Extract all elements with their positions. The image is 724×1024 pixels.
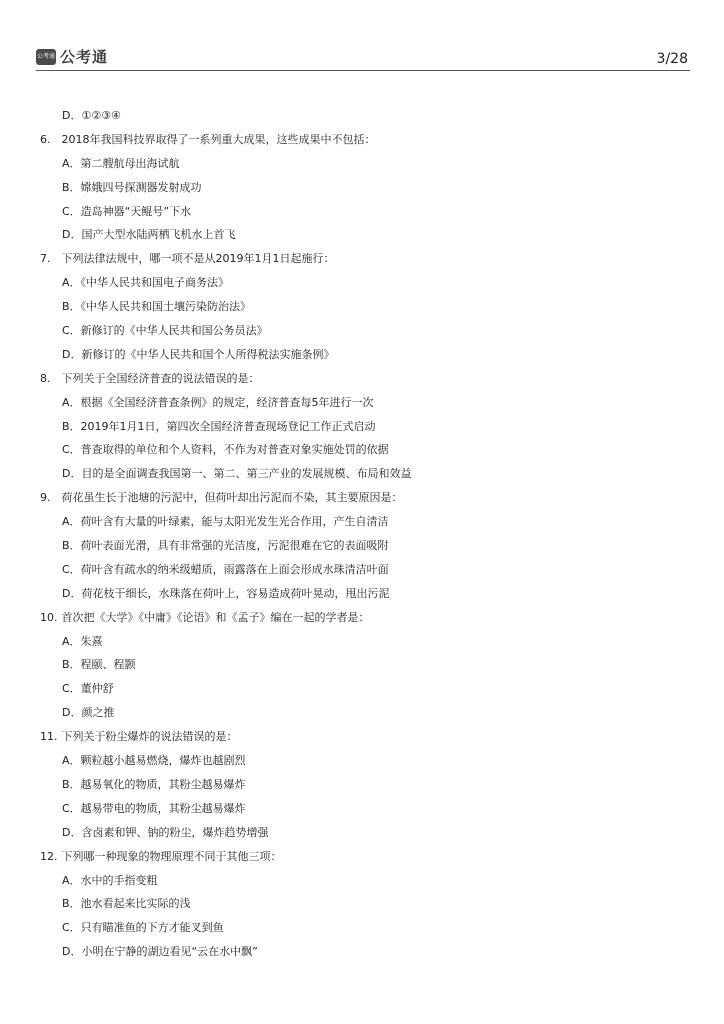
answer-option: B．2019年1月1日，第四次全国经济普查现场登记工作正式启动 [62,419,376,433]
answer-option: C．荷叶含有疏水的纳米级蜡质，雨露落在上面会形成水珠清洁叶面 [62,562,389,576]
answer-option: C．新修订的《中华人民共和国公务员法》 [62,324,268,338]
question-text: 下列关于全国经济普查的说法错误的是： [61,371,260,385]
logo [36,46,108,67]
answer-option: B．嫦娥四号探测器发射成功 [62,180,202,194]
logo-text: 公考通 [60,48,109,66]
answer-option: D．国产大型水陆两栖飞机水上首飞 [62,228,236,242]
question-stem [40,725,690,749]
answer-option: C．造岛神器“天鲲号”下水 [62,204,192,218]
answer-option: D．小明在宁静的湖边看见“云在水中飘” [62,945,258,959]
question-text: 2018年我国科技界取得了一系列重大成果，这些成果中不包括： [61,132,376,146]
page-header [36,44,690,71]
question-number: 12. [40,849,58,863]
question-text: 下列法律法规中，哪一项不是从2019年1月1日起施行： [61,252,335,266]
question-number: 6. [40,132,51,146]
answer-option: A．《中华人民共和国电子商务法》 [62,276,230,290]
question-stem [40,486,690,510]
question-stem [40,128,690,152]
answer-option: A．第二艘航母出海试航 [62,156,180,170]
question-number: 10. [40,610,58,624]
answer-option: B．荷叶表面光滑，具有非常强的光洁度，污泥很难在它的表面吸附 [62,539,389,553]
answer-option: C．董仲舒 [62,682,114,696]
answer-option: A．荷叶含有大量的叶绿素，能与太阳光发生光合作用，产生自清洁 [62,515,389,529]
question-number: 8. [40,371,51,385]
question-text: 荷花虽生长于池塘的污泥中，但荷叶却出污泥而不染，其主要原因是： [61,491,403,505]
answer-option: B．《中华人民共和国土壤污染防治法》 [62,300,252,314]
answer-option: A．根据《全国经济普查条例》的规定，经济普查每5年进行一次 [62,395,374,409]
answer-option: C．越易带电的物质，其粉尘越易爆炸 [62,801,246,815]
question-stem [40,845,690,869]
prev-question-option-d: D．①②③④ [62,109,121,122]
question-list [40,104,690,964]
answer-option: A．颗粒越小越易燃烧，爆炸也越剧烈 [62,754,246,768]
answer-option: A．水中的手指变粗 [62,873,158,887]
question-stem [40,606,690,630]
answer-option: D．颜之推 [62,706,115,720]
answer-option: A．朱熹 [62,634,103,648]
page-number: 3/28 [656,51,688,67]
answer-option: B．越易氧化的物质，其粉尘越易爆炸 [62,777,246,791]
answer-option: D．新修订的《中华人民共和国个人所得税法实施条例》 [62,347,335,361]
answer-option: B．池水看起来比实际的浅 [62,897,191,911]
question-number: 11. [40,730,58,744]
answer-option: C．只有瞄准鱼的下方才能叉到鱼 [62,921,224,935]
question-number: 9. [40,491,51,505]
answer-option: C．普查取得的单位和个人资料，不作为对普查对象实施处罚的依据 [62,443,389,457]
question-number: 7. [40,252,51,266]
answer-option: D．目的是全面调查我国第一、第二、第三产业的发展规模、布局和效益 [62,467,412,481]
question-text: 下列关于粉尘爆炸的说法错误的是： [61,730,238,744]
question-text: 下列哪一种现象的物理原理不同于其他三项： [61,849,282,863]
logo-icon: 公考通 [36,49,56,65]
answer-option: D．荷花枝干细长，水珠落在荷叶上，容易造成荷叶晃动，甩出污泥 [62,586,390,600]
answer-option: D．含卤素和钾、钠的粉尘，爆炸趋势增强 [62,825,269,839]
question-text: 首次把《大学》《中庸》《论语》和《孟子》编在一起的学者是： [61,610,370,624]
questions-container [40,128,690,964]
answer-option: B．程颐、程颢 [62,658,136,672]
question-stem [40,247,690,271]
question-stem [40,367,690,391]
